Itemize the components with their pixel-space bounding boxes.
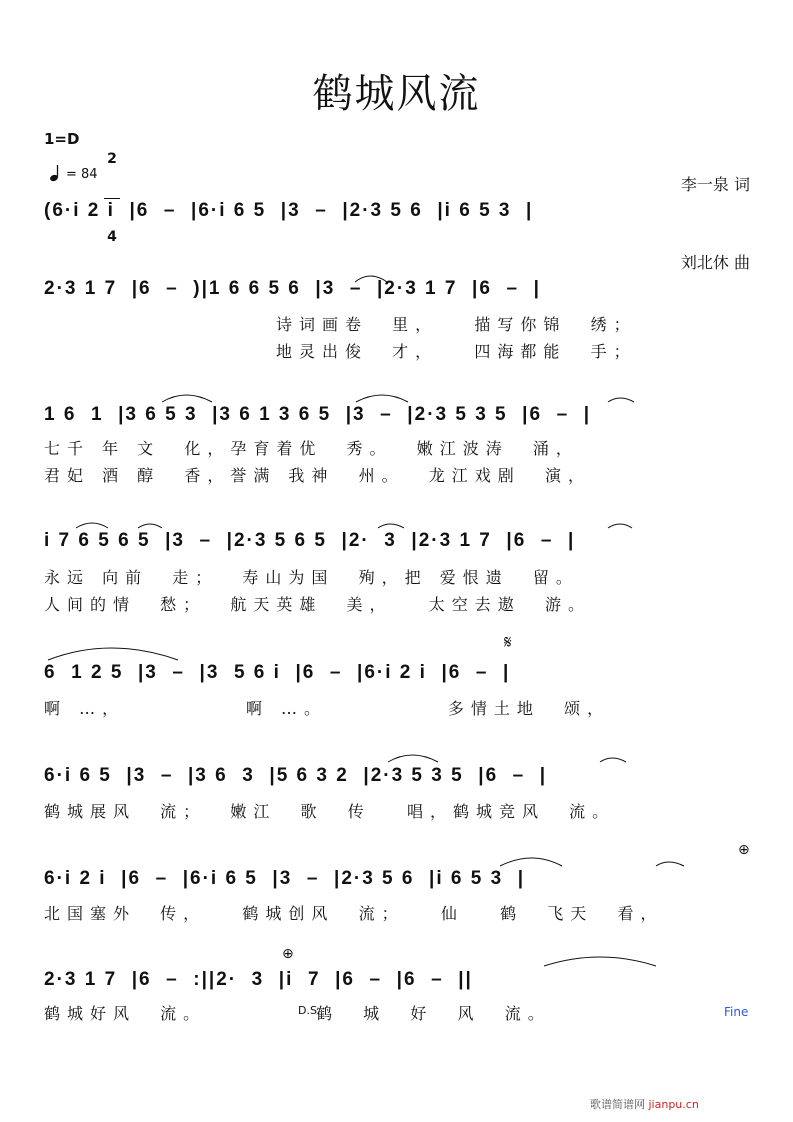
- score-row-8-notes: 2·3 1 7 |6 – :||2· 3 |i 7 |6 – |6 – ||: [44, 969, 473, 990]
- segno-symbol: 𝄋: [504, 632, 512, 653]
- ds-marking: D.S.: [298, 1004, 321, 1017]
- slur-mark: [138, 524, 162, 528]
- slur-mark: [608, 524, 632, 528]
- slur-mark: [378, 524, 404, 528]
- key-signature: 1=D: [44, 130, 80, 148]
- watermark-site: 歌谱简谱网: [590, 1098, 645, 1111]
- score-row-2-lyrics-2: 地灵出俊 才， 四海都能 手；: [276, 342, 637, 361]
- score-row-7-lyrics-1: 北国塞外 传， 鹤城创风 流； 仙 鹤 飞天 看，: [44, 904, 664, 923]
- slur-mark: [388, 755, 438, 762]
- watermark: [590, 1096, 699, 1112]
- lyricist-credit: 李一泉 词: [680, 175, 750, 194]
- score-row-1-notes: (6·i 2 i |6 – |6·i 6 5 |3 – |2·3 5 6 |i 6 5 3 |: [44, 200, 534, 221]
- score-row-6-lyrics-1: 鹤城展风 流； 嫩江 歌 传 唱，鹤城竞风 流。: [44, 802, 616, 821]
- score-row-3-lyrics-1: 七千 年 文 化，孕育着优 秀。 嫩江波涛 涌，: [44, 439, 579, 458]
- score-row-4-lyrics-1: 永远 向前 走； 寿山为国 殉，把 爱恨遗 留。: [44, 568, 579, 587]
- score-row-5-notes: 6 1 2 5 |3 – |3 5 6 i |6 – |6·i 2 i |6 – |: [44, 662, 511, 683]
- score-row-2-notes: 2·3 1 7 |6 – )|1 6 6 5 6 |3 – |2·3 1 7 |6 – |: [44, 278, 541, 299]
- score-row-3-lyrics-2: 君妃 酒 醇 香，誉满 我神 州。 龙江戏剧 演，: [44, 466, 591, 485]
- slur-mark: [162, 395, 212, 402]
- coda-symbol-start: ⊕: [282, 946, 294, 962]
- score-row-3-notes: 1 6 1 |3 6 5 3 |3 6 1 3 6 5 |3 – |2·3 5 3 5 |6 – |: [44, 404, 592, 425]
- slur-mark: [500, 858, 562, 866]
- slur-mark: [656, 862, 684, 866]
- score-row-2-lyrics-1: 诗词画卷 里， 描写你锦 绣；: [276, 315, 637, 334]
- song-title: 鹤城风流: [312, 71, 481, 117]
- score-row-4-notes: i 7 6 5 6 5 |3 – |2·3 5 6 5 |2· 3 |2·3 1 7 |6 – |: [44, 530, 576, 551]
- slur-mark: [48, 648, 178, 660]
- composer-credit: 刘北休 曲: [680, 253, 750, 272]
- score-row-5-lyrics-1: 啊 …， 啊 …。 多情土地 颂，: [44, 699, 611, 718]
- slur-mark: [76, 523, 108, 528]
- time-signature-top: 2: [107, 151, 117, 167]
- score-row-8-lyrics-1: 鹤城好风 流。: [44, 1004, 207, 1023]
- slur-mark: [544, 957, 656, 966]
- score-row-7-notes: 6·i 2 i |6 – |6·i 6 5 |3 – |2·3 5 6 |i 6 5 3 |: [44, 868, 526, 889]
- slur-mark: [600, 758, 626, 762]
- time-signature-bottom: 4: [107, 229, 117, 245]
- watermark-url: jianpu.cn: [648, 1098, 699, 1111]
- score-row-4-lyrics-2: 人间的情 愁； 航天英雄 美， 太空去遨 游。: [44, 595, 591, 614]
- fine-marking: Fine: [724, 1005, 749, 1019]
- slur-mark: [608, 398, 634, 402]
- slur-mark: [356, 395, 408, 402]
- tempo-marking: = 84: [66, 167, 98, 182]
- coda-symbol-end: ⊕: [738, 842, 750, 858]
- score-row-6-notes: 6·i 6 5 |3 – |3 6 3 |5 6 3 2 |2·3 5 3 5 |6 – |: [44, 765, 548, 786]
- slur-mark: [355, 276, 387, 282]
- score-row-8-lyrics-2: 鹤 城 好 风 流。: [316, 1004, 551, 1023]
